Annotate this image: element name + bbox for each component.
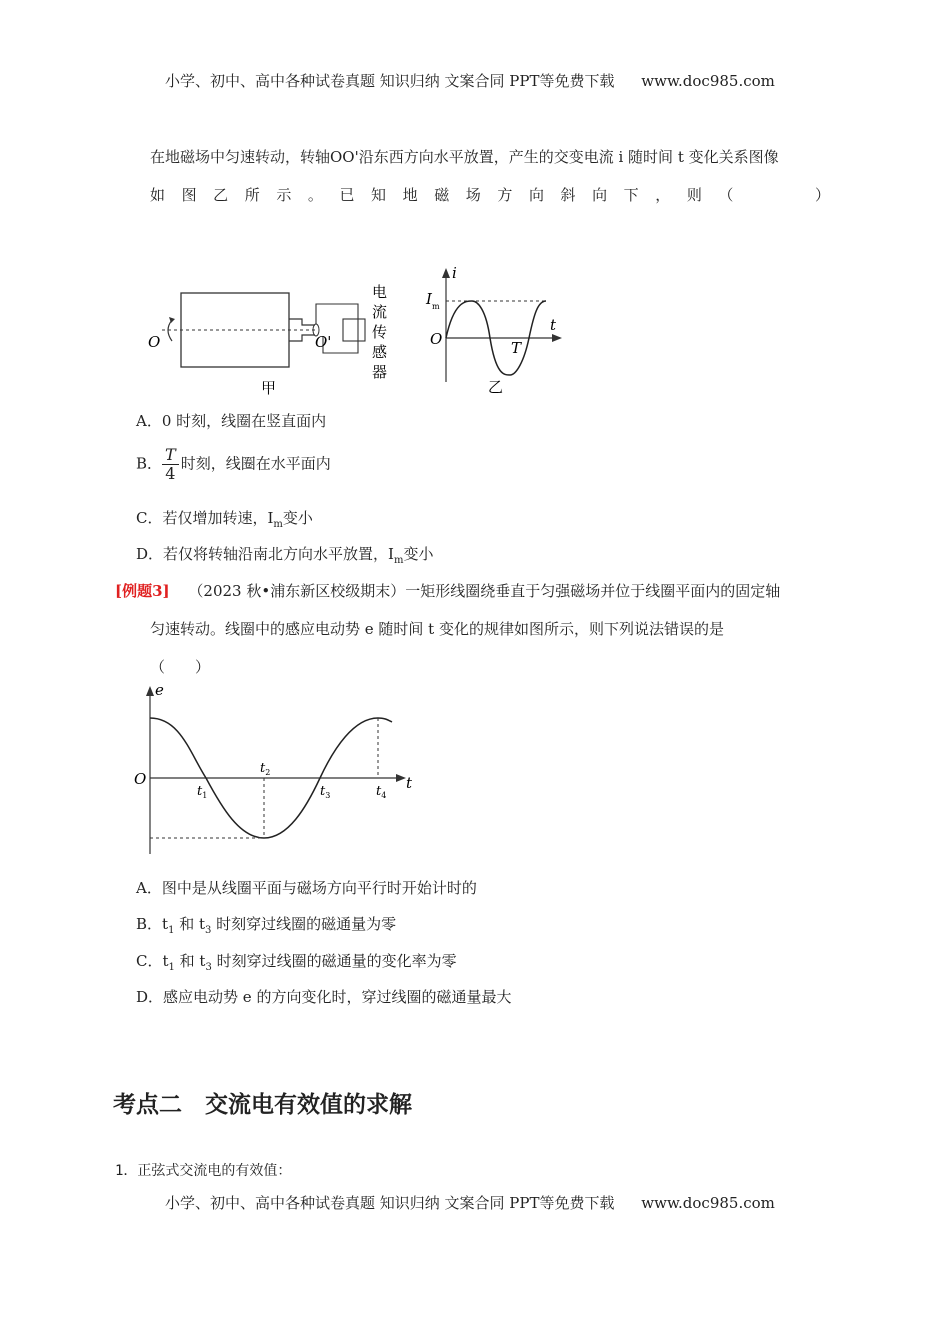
intro-char: ） [814, 186, 830, 204]
sensor-label-char: 感 [372, 343, 388, 361]
intro-char: 乙 [213, 186, 229, 204]
q3-option-c [136, 950, 457, 973]
label-im: $I_m$ [426, 290, 440, 311]
q3-c-sub1: 1 [168, 962, 175, 973]
sensor-box [343, 319, 365, 341]
example3-line-3: （ ） [150, 658, 211, 676]
q3-b-sub1: 1 [168, 925, 175, 936]
option-b-prefix: B． [136, 454, 163, 473]
intro-char: 磁 [434, 186, 450, 204]
label-period: T [511, 339, 522, 357]
caption-jia: 甲 [261, 379, 277, 397]
q3-c-mid: 和 t [174, 952, 206, 970]
intro-char: （ [718, 186, 734, 204]
intro-char: 。 [307, 186, 323, 204]
label-t2: $t_2$ [260, 761, 271, 777]
q3-c-sub2: 3 [205, 962, 212, 973]
label-t: t [550, 316, 557, 334]
option-a: A．0 时刻，线圈在竖直面内 [136, 412, 327, 430]
figure-yi [420, 262, 570, 397]
label-o-prime: O' [315, 333, 332, 351]
q3-c-pre: C．t [136, 952, 169, 970]
section-item-1: 1．正弦式交流电的有效值： [115, 1163, 292, 1179]
sensor-label-char: 传 [372, 323, 388, 341]
t-axis-arrow-icon [396, 774, 406, 782]
label-t: t [406, 774, 413, 792]
intro-char: 方 [497, 186, 513, 204]
page-header [165, 70, 775, 91]
example3-text-1: （2023 秋•浦东新区校级期末）一矩形线圈绕垂直于匀强磁场并位于线圈平面内的固定轴 [188, 582, 781, 600]
caption-yi: 乙 [488, 378, 504, 396]
footer-site: www.doc985.com [641, 1194, 775, 1212]
intro-char: 向 [592, 186, 608, 204]
q3-c-end: 时刻穿过线圈的磁通量的变化率为零 [211, 952, 457, 970]
option-c-sub: m [273, 519, 283, 530]
label-o: O [430, 330, 443, 348]
intro-char: 下 [623, 186, 639, 204]
footer-text: 小学、初中、高中各种试卷真题 知识归纳 文案合同 PPT等免费下载 [165, 1194, 615, 1212]
example3-line-1 [115, 580, 780, 601]
fraction-t-over-4 [162, 446, 179, 483]
q3-b-end: 时刻穿过线圈的磁通量为零 [211, 915, 397, 933]
label-o: O [134, 770, 147, 788]
label-t4: $t_4$ [376, 784, 387, 800]
graph-e-t [130, 678, 420, 860]
option-b [136, 446, 331, 483]
sensor-label-char: 电 [372, 283, 388, 301]
option-c-prefix: C．若仅增加转速，I [136, 509, 274, 527]
intro-char: 场 [465, 186, 481, 204]
intro-char: 向 [528, 186, 544, 204]
q3-b-pre: B．t [136, 915, 169, 933]
intro-char: 斜 [560, 186, 576, 204]
option-d [136, 543, 433, 566]
example3-line-2: 匀速转动。线圈中的感应电动势 e 随时间 t 变化的规律如图所示，则下列说法错误的是 [150, 620, 724, 638]
fraction-denominator: 4 [165, 464, 176, 483]
i-axis-arrow-icon [442, 268, 450, 278]
intro-char: 图 [181, 186, 197, 204]
option-d-sub: m [393, 555, 404, 566]
q3-b-sub2: 3 [205, 925, 212, 936]
header-site: www.doc985.com [641, 72, 775, 90]
q3-option-b [136, 913, 396, 936]
t-axis-arrow-icon [552, 334, 562, 342]
intro-line-1: 在地磁场中匀速转动，转轴OO'沿东西方向水平放置，产生的交变电流 i 随时间 t 变化关系图像 [150, 148, 779, 166]
intro-char: 已 [339, 186, 355, 204]
option-b-text: 时刻，线圈在水平面内 [180, 454, 331, 473]
fraction-numerator: T [162, 446, 179, 465]
q3-option-d: D．感应电动势 e 的方向变化时，穿过线圈的磁通量最大 [136, 988, 512, 1006]
label-o: O [148, 333, 161, 351]
intro-char: 则 [686, 186, 702, 204]
option-d-suffix: 变小 [403, 545, 434, 563]
header-text: 小学、初中、高中各种试卷真题 知识归纳 文案合同 PPT等免费下载 [165, 72, 615, 90]
intro-line-2 [150, 184, 830, 205]
option-c-suffix: 变小 [282, 509, 313, 527]
e-axis-arrow-icon [146, 686, 154, 696]
intro-char: 示 [276, 186, 292, 204]
q3-b-mid: 和 t [174, 915, 206, 933]
q3-option-a: A．图中是从线圈平面与磁场方向平行时开始计时的 [136, 879, 477, 897]
option-d-prefix: D．若仅将转轴沿南北方向水平放置，I [136, 545, 394, 563]
label-t1: $t_1$ [197, 784, 208, 800]
intro-char: 如 [150, 186, 166, 204]
label-t3: $t_3$ [320, 784, 331, 800]
page-footer [165, 1192, 775, 1213]
sensor-label-char: 流 [372, 303, 388, 321]
label-e: e [155, 681, 164, 699]
sensor-label-char: 器 [372, 363, 388, 381]
intro-char: 地 [402, 186, 418, 204]
figure-jia [140, 275, 400, 400]
intro-char: 知 [371, 186, 387, 204]
intro-char: ， [655, 186, 671, 204]
option-c [136, 507, 313, 530]
intro-char: 所 [244, 186, 260, 204]
label-i: i [452, 264, 457, 282]
section-heading: 考点二 交流电有效值的求解 [113, 1092, 412, 1118]
example3-tag: [例题3] [115, 582, 170, 600]
